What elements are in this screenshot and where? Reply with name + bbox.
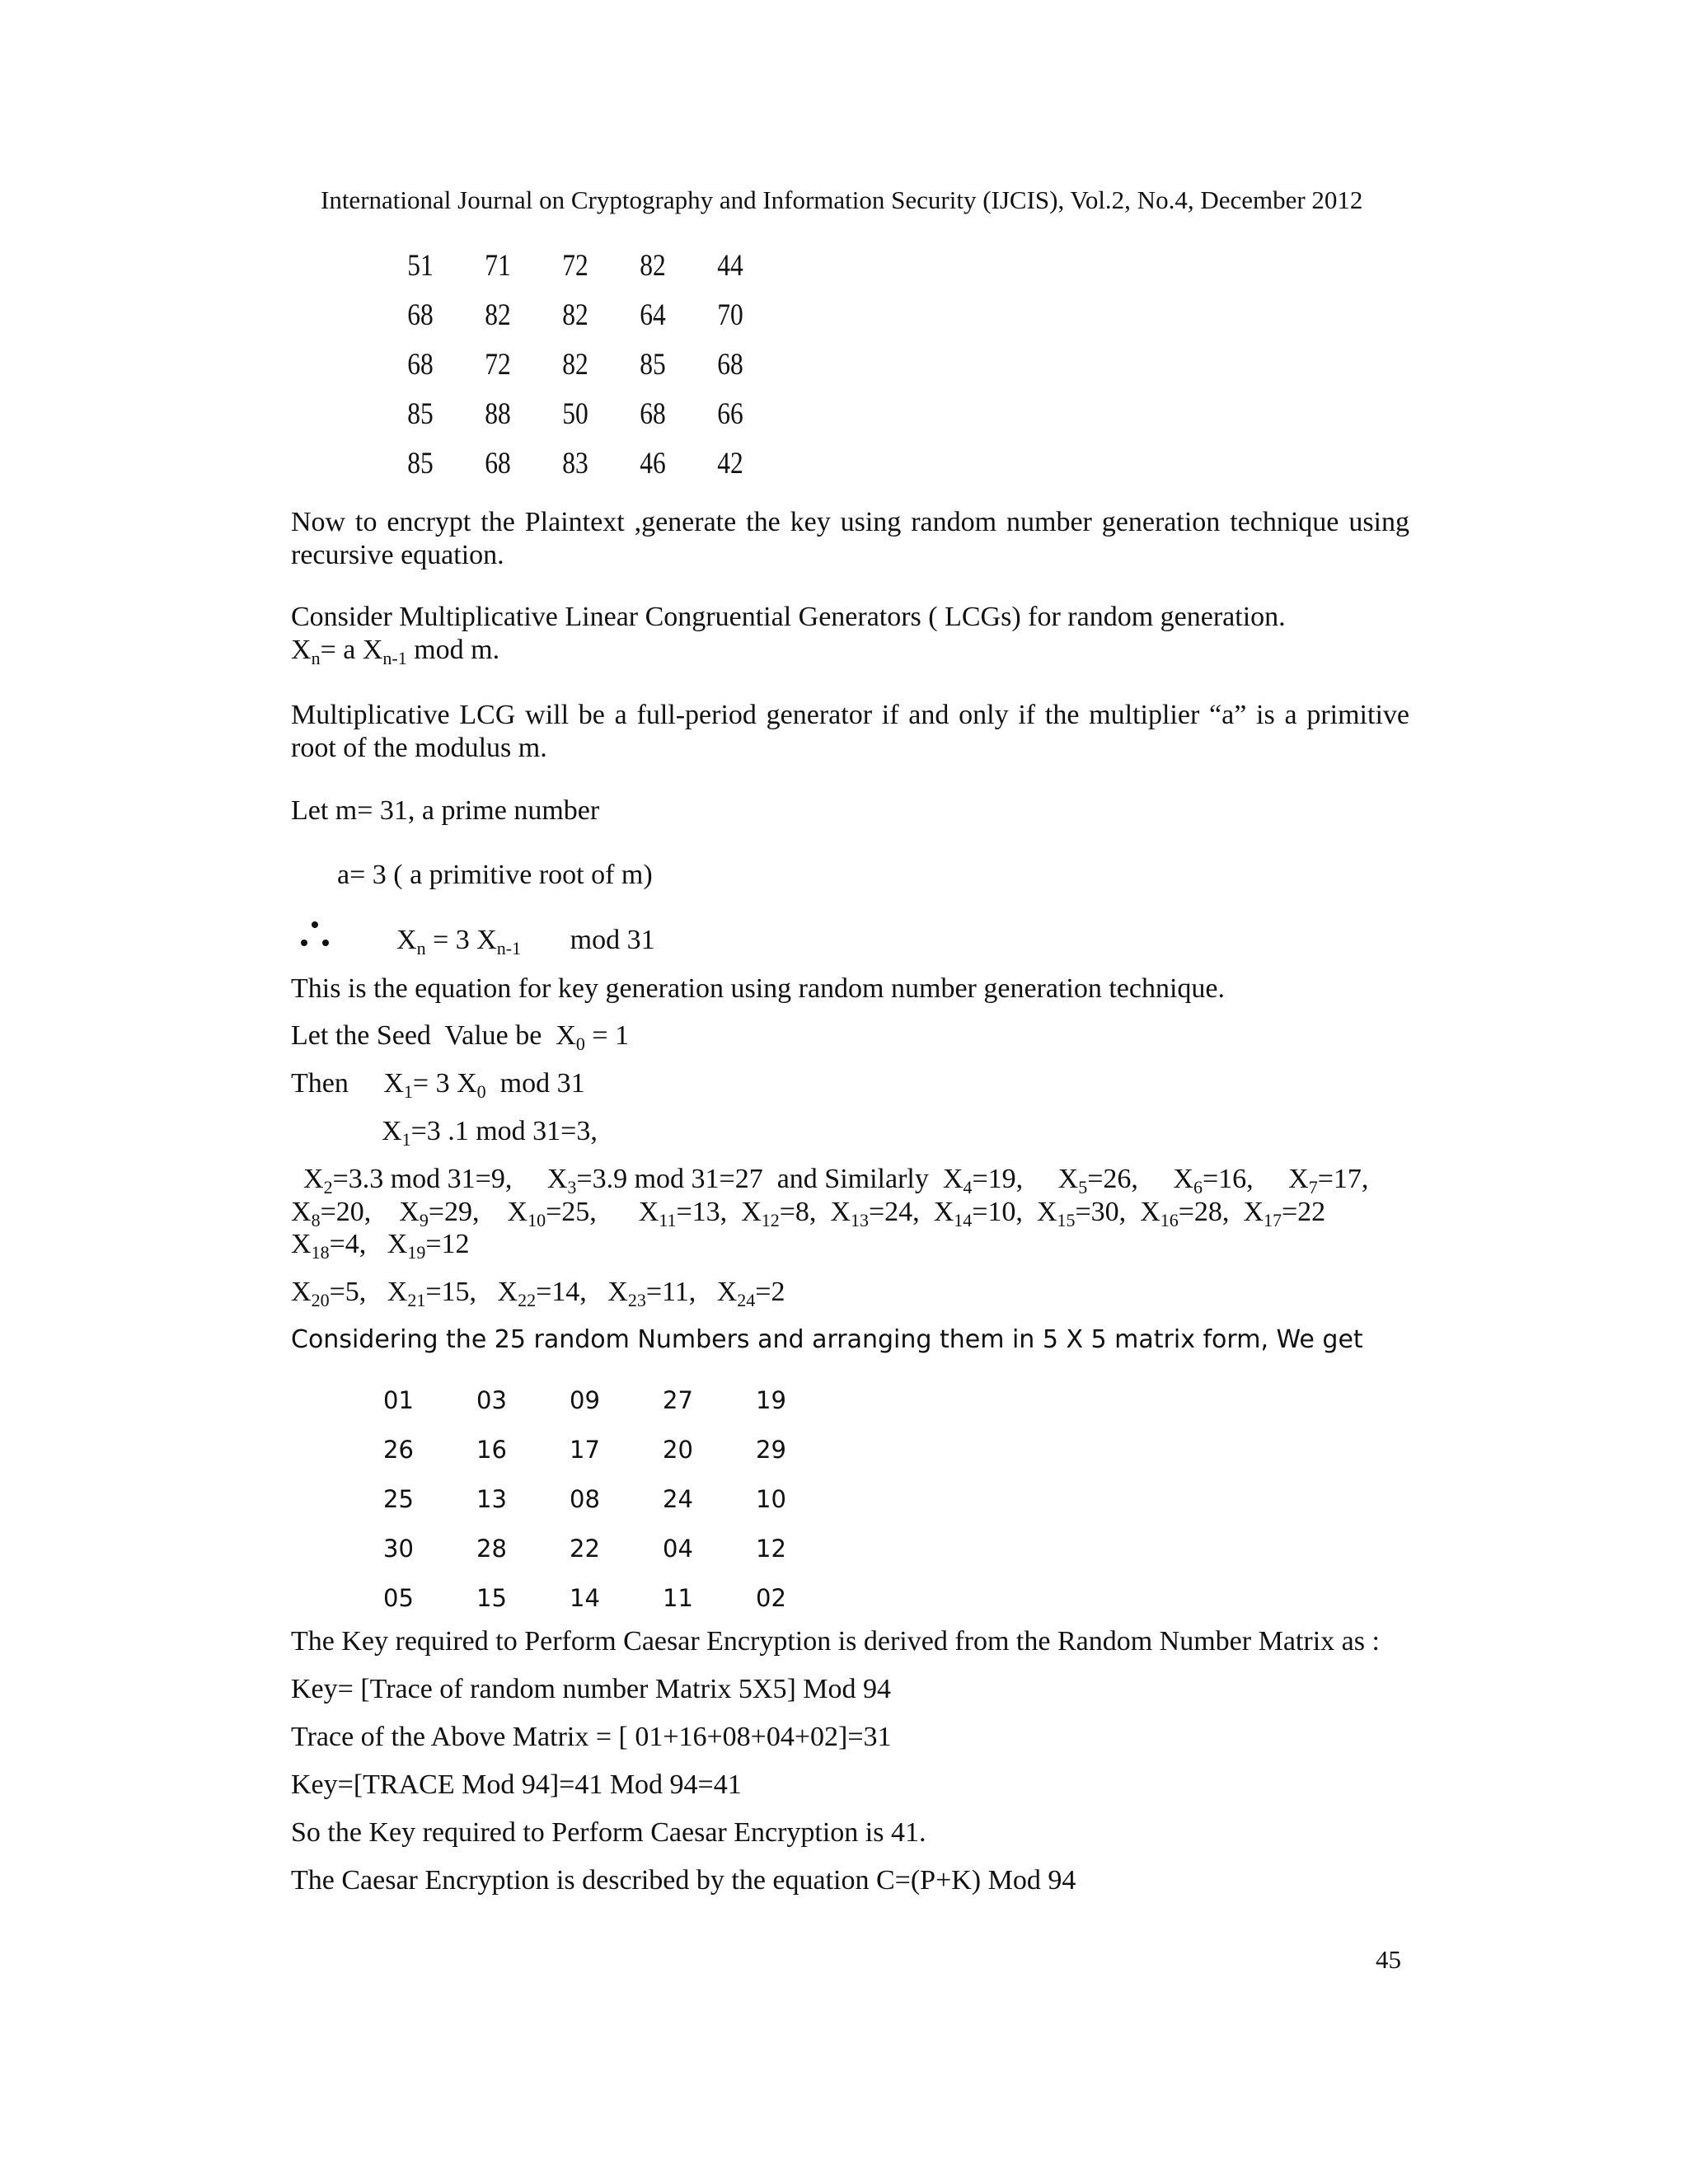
matrix-cell: 46	[640, 446, 666, 480]
matrix-cell: 08	[570, 1485, 600, 1513]
matrix-cell: 42	[717, 446, 743, 480]
matrix-row	[382, 389, 769, 438]
matrix-row	[382, 340, 769, 389]
matrix-cell: 85	[407, 446, 434, 480]
matrix-cell: 20	[663, 1436, 693, 1464]
matrix-cell: 68	[640, 396, 666, 431]
matrix-cell: 03	[476, 1386, 507, 1414]
matrix-cell: 22	[570, 1535, 600, 1563]
matrix-cell: 01	[383, 1386, 414, 1414]
matrix-cell: 44	[717, 248, 743, 283]
line-x1-value: $X_1=3$ .1 mod 31=3,	[382, 1116, 598, 1150]
matrix-cell: 27	[663, 1386, 693, 1414]
matrix-cell: 12	[756, 1535, 786, 1563]
matrix-cell: 71	[485, 248, 511, 283]
matrix-cell: 66	[717, 396, 743, 431]
matrix-cell: 83	[562, 446, 588, 480]
matrix-cell: 82	[562, 347, 588, 382]
matrix-cell: 29	[756, 1436, 786, 1464]
equation-key-generation: $X_n = 3$ $X_{n-1}$ mod 31	[396, 925, 655, 958]
matrix-cell: 11	[663, 1584, 693, 1612]
matrix-cell: 24	[663, 1485, 693, 1513]
matrix-row	[352, 1474, 818, 1524]
matrix-cell: 82	[640, 248, 666, 283]
line-key-result: So the Key required to Perform Caesar Encryption is 41.	[291, 1817, 926, 1848]
matrix-row	[352, 1376, 818, 1425]
matrix-cell: 19	[756, 1386, 786, 1414]
matrix-cell: 15	[476, 1584, 507, 1612]
line-sequence-1: $X_2=3.3$ mod 31=9, $X_3=3.9$ mod 31=27 and Similarly $X_4=19$, $X_5=26$, $X_6=16$, $X_7=17$,	[303, 1164, 1369, 1197]
line-caesar-equation: The Caesar Encryption is described by the equation C=(P+K) Mod 94	[291, 1865, 1076, 1896]
matrix-row	[382, 241, 769, 290]
paragraph-encrypt-intro: Now to encrypt the Plaintext ,generate the key using random number generation technique using recursive equation.	[291, 507, 1409, 570]
matrix-cell: 82	[485, 298, 511, 332]
matrix-cell: 68	[485, 446, 511, 480]
matrix-cell: 30	[383, 1535, 414, 1563]
page-number: 45	[1376, 1945, 1401, 1974]
matrix-cell: 26	[383, 1436, 414, 1464]
running-header: International Journal on Cryptography and Information Security (IJCIS), Vol.2, No.4, December 2012	[321, 185, 1363, 214]
matrix-cell: 17	[570, 1436, 600, 1464]
matrix-cell: 82	[562, 298, 588, 332]
matrix-cell: 28	[476, 1535, 507, 1563]
matrix-cell: 51	[407, 248, 434, 283]
equation-lcg-general: $X_n= a$ $X_{n-1}$ mod m.	[291, 635, 500, 668]
line-let-m: Let m= 31, a prime number	[291, 795, 600, 826]
paragraph-lcg-intro: Consider Multiplicative Linear Congruential Generators ( LCGs) for random generation.	[291, 602, 1286, 632]
ciphertext-matrix	[382, 241, 769, 488]
line-trace: Trace of the Above Matrix = [ 01+16+08+04+02]=31	[291, 1722, 892, 1752]
matrix-cell: 50	[562, 396, 588, 431]
matrix-cell: 05	[383, 1584, 414, 1612]
line-key-derivation: The Key required to Perform Caesar Encryption is derived from the Random Number Matrix as :	[291, 1626, 1380, 1657]
paragraph-full-period: Multiplicative LCG will be a full-period generator if and only if the multiplier “a” is a primitive root of the modulus m.	[291, 700, 1409, 763]
line-seed-value: Let the Seed Value be $X_0 = 1$	[291, 1020, 630, 1054]
matrix-cell: 68	[717, 347, 743, 382]
line-sequence-2: $X_8=20$, $X_9=29$, $X_{10}=25$, $X_{11}=13$, $X_{12}=8$, $X_{13}=24$, $X_{14}=10$, $X_{15}=30$, $X_{16}=28$, $X_{17}=22$	[291, 1197, 1326, 1230]
matrix-row	[352, 1425, 818, 1474]
matrix-cell: 68	[407, 298, 434, 332]
line-equation-description: This is the equation for key generation using random number generation technique.	[291, 973, 1226, 1004]
matrix-cell: 25	[383, 1485, 414, 1513]
matrix-cell: 10	[756, 1485, 786, 1513]
matrix-row	[352, 1524, 818, 1573]
matrix-cell: 64	[640, 298, 666, 332]
matrix-row	[382, 290, 769, 340]
line-a-value: a= 3 ( a primitive root of m)	[337, 860, 653, 890]
line-x1-formula: Then $X_1= 3$ $X_0$ mod 31	[291, 1068, 585, 1102]
line-matrix-intro: Considering the 25 random Numbers and arranging them in 5 X 5 matrix form, We get	[291, 1325, 1363, 1354]
matrix-cell: 85	[407, 396, 434, 431]
therefore-icon	[298, 921, 331, 951]
matrix-cell: 70	[717, 298, 743, 332]
matrix-cell: 13	[476, 1485, 507, 1513]
matrix-cell: 14	[570, 1584, 600, 1612]
random-number-matrix	[352, 1376, 818, 1623]
matrix-cell: 68	[407, 347, 434, 382]
matrix-row	[382, 438, 769, 488]
matrix-cell: 72	[562, 248, 588, 283]
matrix-cell: 72	[485, 347, 511, 382]
line-sequence-3: $X_{18}=4$, $X_{19}=12$	[291, 1229, 470, 1263]
matrix-cell: 09	[570, 1386, 600, 1414]
line-sequence-4: $X_{20}=5$, $X_{21}=15$, $X_{22}=14$, $X_{23}=11$, $X_{24}=2$	[291, 1277, 785, 1310]
line-key-formula: Key= [Trace of random number Matrix 5X5] Mod 94	[291, 1674, 891, 1704]
matrix-cell: 02	[756, 1584, 786, 1612]
matrix-cell: 16	[476, 1436, 507, 1464]
matrix-cell: 85	[640, 347, 666, 382]
matrix-row	[352, 1573, 818, 1623]
line-key-mod: Key=[TRACE Mod 94]=41 Mod 94=41	[291, 1769, 742, 1800]
matrix-cell: 04	[663, 1535, 693, 1563]
matrix-cell: 88	[485, 396, 511, 431]
